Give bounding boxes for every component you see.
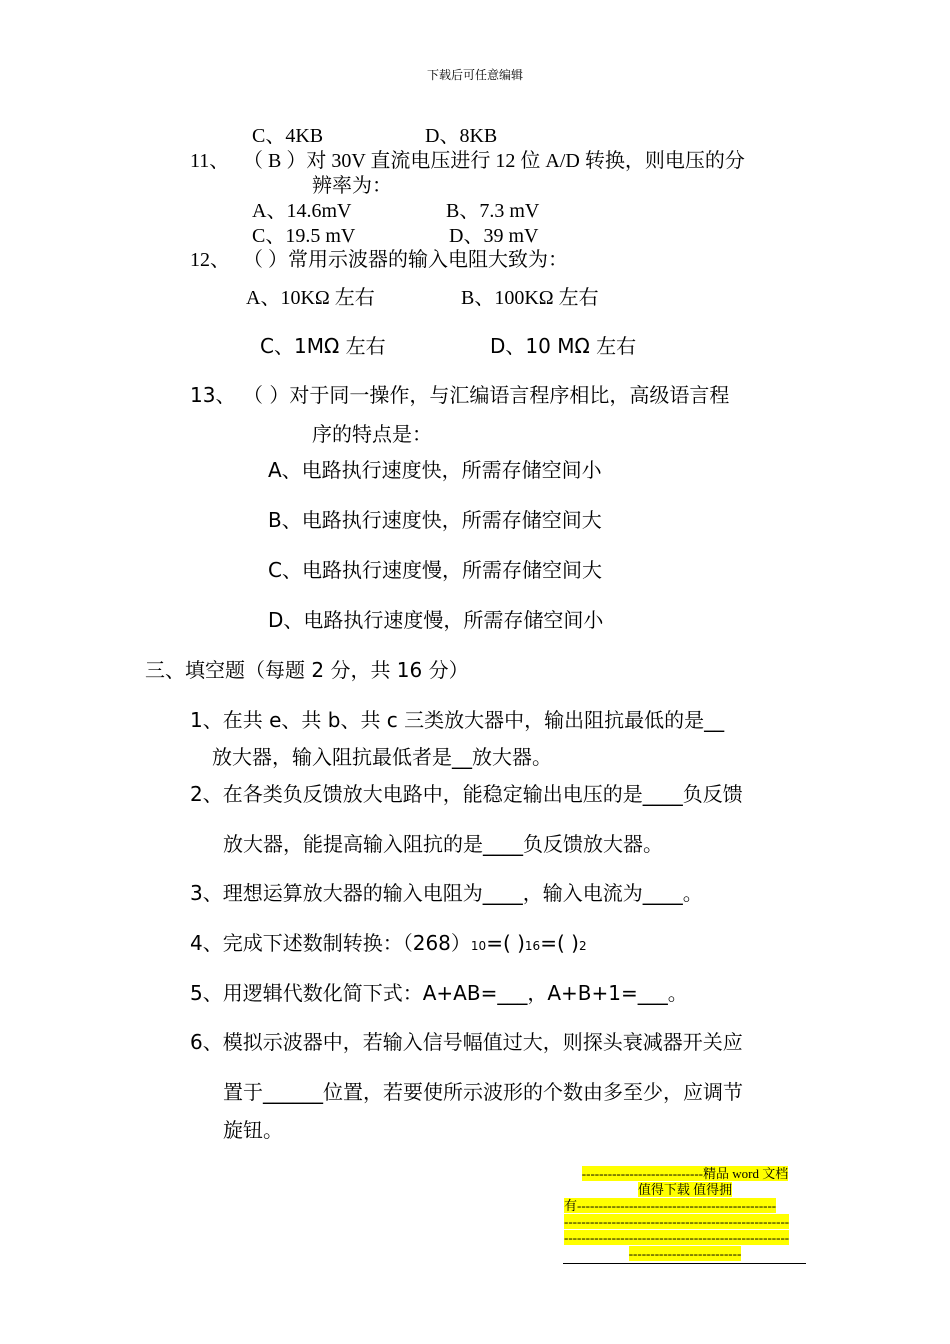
q11-option-c: C、19.5 mV xyxy=(252,225,356,247)
q12-number: 12、 xyxy=(190,249,230,271)
q13-number: 13、 xyxy=(190,383,236,407)
q11-stem-cont: 辨率为： xyxy=(312,175,392,197)
q13-option-b: B、电路执行速度快，所需存储空间大 xyxy=(268,508,602,532)
fill-item-4 xyxy=(190,927,587,956)
fill-item-1-line1: 1、在共 e、共 b、共 c 三类放大器中，输出阻抗最低的是__ xyxy=(190,708,725,732)
q11-number: 11、 xyxy=(190,150,230,172)
footer-line-3: 有---------------------------------------------- xyxy=(564,1198,777,1213)
fill-item-4-mid: =( ) xyxy=(486,931,525,955)
footer-line-6: -------------------------- xyxy=(628,1246,742,1261)
fill-item-2-line1: 2、在各类负反馈放大电路中，能稳定输出电压的是____负反馈 xyxy=(190,782,743,806)
fill-item-4-sub-16: 16 xyxy=(524,939,541,953)
q13-option-a: A、电路执行速度快，所需存储空间小 xyxy=(268,458,602,482)
fill-item-5: 5、用逻辑代数化简下式：A+AB=___，A+B+1=___。 xyxy=(190,981,688,1005)
fill-item-2-line2: 放大器，能提高输入阻抗的是____负反馈放大器。 xyxy=(223,832,663,856)
q12-option-a: A、10KΩ 左右 xyxy=(246,287,375,309)
q13-stem-cont: 序的特点是： xyxy=(312,422,432,446)
q12-stem: （ ）常用示波器的输入电阻大致为： xyxy=(243,249,568,271)
q10-option-c: C、4KB xyxy=(252,125,324,147)
fill-item-4-sub-10: 10 xyxy=(470,939,487,953)
q13-stem: （ ）对于同一操作，与汇编语言程序相比，高级语言程 xyxy=(243,383,730,407)
fill-item-4-end: =( ) xyxy=(540,931,579,955)
page-header: 下载后可任意编辑 xyxy=(426,68,523,82)
section3-title: 三、填空题（每题 2 分，共 16 分） xyxy=(145,658,469,682)
footer-line-5: ---------------------------------------------------- xyxy=(564,1230,790,1245)
footer-line-2: 值得下载 值得拥 xyxy=(637,1182,733,1197)
footer-rule xyxy=(563,1263,806,1264)
q13-option-d: D、电路执行速度慢，所需存储空间小 xyxy=(268,608,604,632)
fill-item-6-line3: 旋钮。 xyxy=(223,1118,283,1142)
q10-option-d: D、8KB xyxy=(425,125,498,147)
footer-line-4: ---------------------------------------------------- xyxy=(564,1214,790,1229)
q13-option-c: C、电路执行速度慢，所需存储空间大 xyxy=(268,558,602,582)
q12-option-d: D、10 MΩ 左右 xyxy=(490,334,637,358)
q12-option-b: B、100KΩ 左右 xyxy=(461,287,599,309)
fill-item-3: 3、理想运算放大器的输入电阻为____，输入电流为____。 xyxy=(190,881,703,905)
q11-option-d: D、39 mV xyxy=(449,225,539,247)
q11-option-a: A、14.6mV xyxy=(252,200,352,222)
fill-item-4-sub-2: 2 xyxy=(578,939,587,953)
fill-item-1-line2: 放大器，输入阻抗最低者是__放大器。 xyxy=(212,745,552,769)
footer-watermark xyxy=(564,1166,806,1262)
q11-option-b: B、7.3 mV xyxy=(446,200,540,222)
fill-item-4-main: 4、完成下述数制转换：（268） xyxy=(190,931,471,955)
fill-item-6-line2: 置于______位置，若要使所示波形的个数由多至少，应调节 xyxy=(223,1080,743,1104)
footer-line-1: ----------------------------精品 word 文档 xyxy=(581,1166,789,1181)
q11-stem: （ B ）对 30V 直流电压进行 12 位 A/D 转换，则电压的分 xyxy=(243,150,745,172)
q12-option-c: C、1MΩ 左右 xyxy=(260,334,386,358)
fill-item-6-line1: 6、模拟示波器中，若输入信号幅值过大，则探头衰减器开关应 xyxy=(190,1030,743,1054)
